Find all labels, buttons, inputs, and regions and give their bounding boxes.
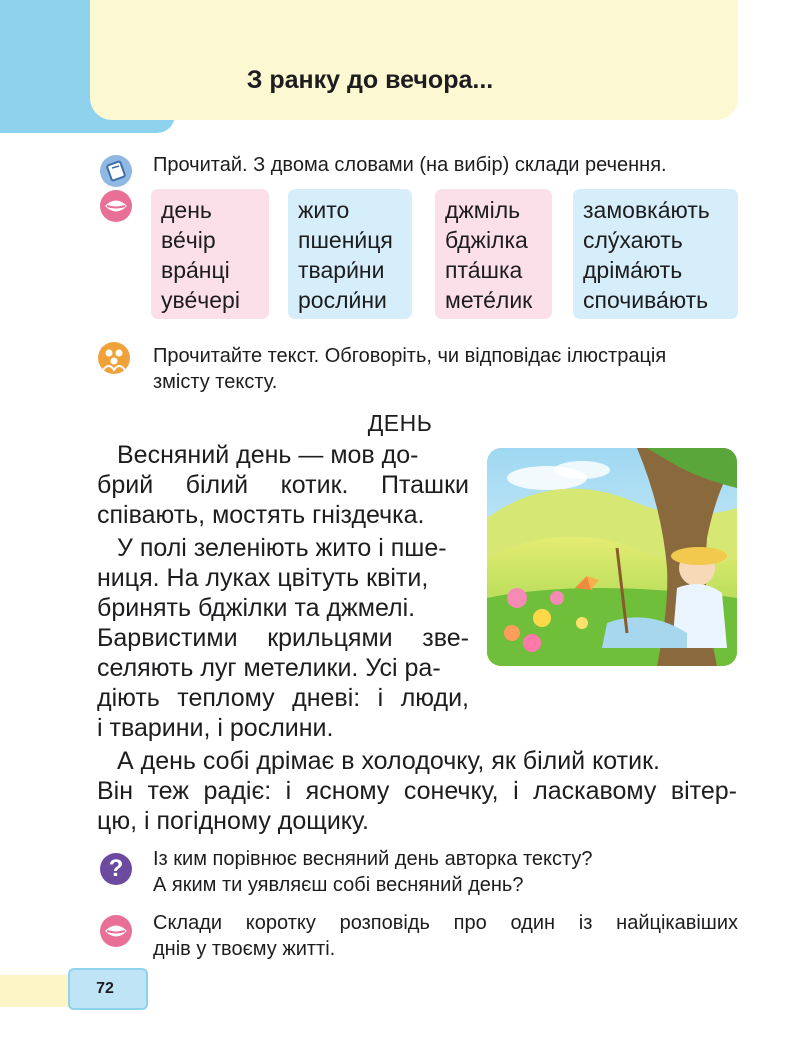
word: бджілка <box>445 227 528 253</box>
word-card-verbs <box>573 189 738 319</box>
page-number: 72 <box>96 980 114 997</box>
discussion-instruction-line1: Прочитайте текст. Обговоріть, чи відповідає ілюстрація <box>153 345 667 367</box>
word-card-nature <box>288 189 412 319</box>
word-card-nouns-time <box>151 189 269 319</box>
word: уве́чері <box>161 287 240 313</box>
question-line1: Із ким порівнює весняний день авторка тексту? <box>153 848 593 870</box>
story-title: ДЕНЬ <box>367 410 433 436</box>
group-discussion-icon <box>98 342 130 374</box>
word: джміль <box>445 197 521 223</box>
question-mark-icon: ? <box>100 853 132 885</box>
story-task-line2: днів у твоєму житті. <box>153 938 336 960</box>
story-p2-line4: Барвистими крильцями зве- <box>97 624 469 652</box>
story-p1-line2: брий білий котик. Пташки <box>97 471 469 499</box>
task-instruction: Прочитай. З двома словами (на вибір) склади речення. <box>153 154 667 176</box>
word: слу́хають <box>583 227 683 253</box>
page-title: З ранку до вечора... <box>246 66 494 94</box>
word: ве́чір <box>161 227 216 253</box>
word-card-insects-birds <box>435 189 552 319</box>
word: мете́лик <box>445 287 533 313</box>
story-p2-line3: бринять бджілки та джмелі. <box>97 594 416 622</box>
word: день <box>161 197 212 223</box>
word: росли́ни <box>298 287 387 313</box>
story-p2-line2: ниця. На луках цвітуть квіти, <box>97 564 429 592</box>
word: жито <box>298 197 350 223</box>
story-p2-line7: і тварини, і рослини. <box>97 714 334 742</box>
story-p3-line3: цю, і погідному дощику. <box>97 807 369 835</box>
word: твари́ни <box>298 257 385 283</box>
story-p2-line5: селяють луг метелики. Усі ра- <box>97 654 441 682</box>
word: дріма́ють <box>583 257 683 283</box>
word: пшени́ця <box>298 227 393 253</box>
spring-day-illustration <box>487 448 737 666</box>
book-icon <box>100 155 132 187</box>
word: спочива́ють <box>583 287 709 313</box>
header-yellow-band <box>90 0 738 120</box>
word: замовка́ють <box>583 197 710 223</box>
lips-icon <box>100 915 132 947</box>
story-p3-line1: А день собі дрімає в холодочку, як білий котик. <box>117 747 660 775</box>
lips-icon <box>100 190 132 222</box>
story-p1-line1: Весняний день — мов до- <box>117 441 419 469</box>
story-p1-line3: співають, мостять гніздечка. <box>97 501 425 529</box>
discussion-instruction-line2: змісту тексту. <box>153 371 278 393</box>
word: вра́нці <box>161 257 230 283</box>
story-p3-line2: Він теж радіє: і ясному сонечку, і ласкавому вітер- <box>97 777 737 805</box>
story-task-line1: Склади коротку розповідь про один із найцікавіших <box>153 912 738 934</box>
story-p2-line1: У полі зеленіють жито і пше- <box>117 534 447 562</box>
question-line2: А яким ти уявляєш собі весняний день? <box>153 874 524 896</box>
story-p2-line6: діють теплому дневі: і люди, <box>97 684 469 712</box>
word: пта́шка <box>445 257 523 283</box>
